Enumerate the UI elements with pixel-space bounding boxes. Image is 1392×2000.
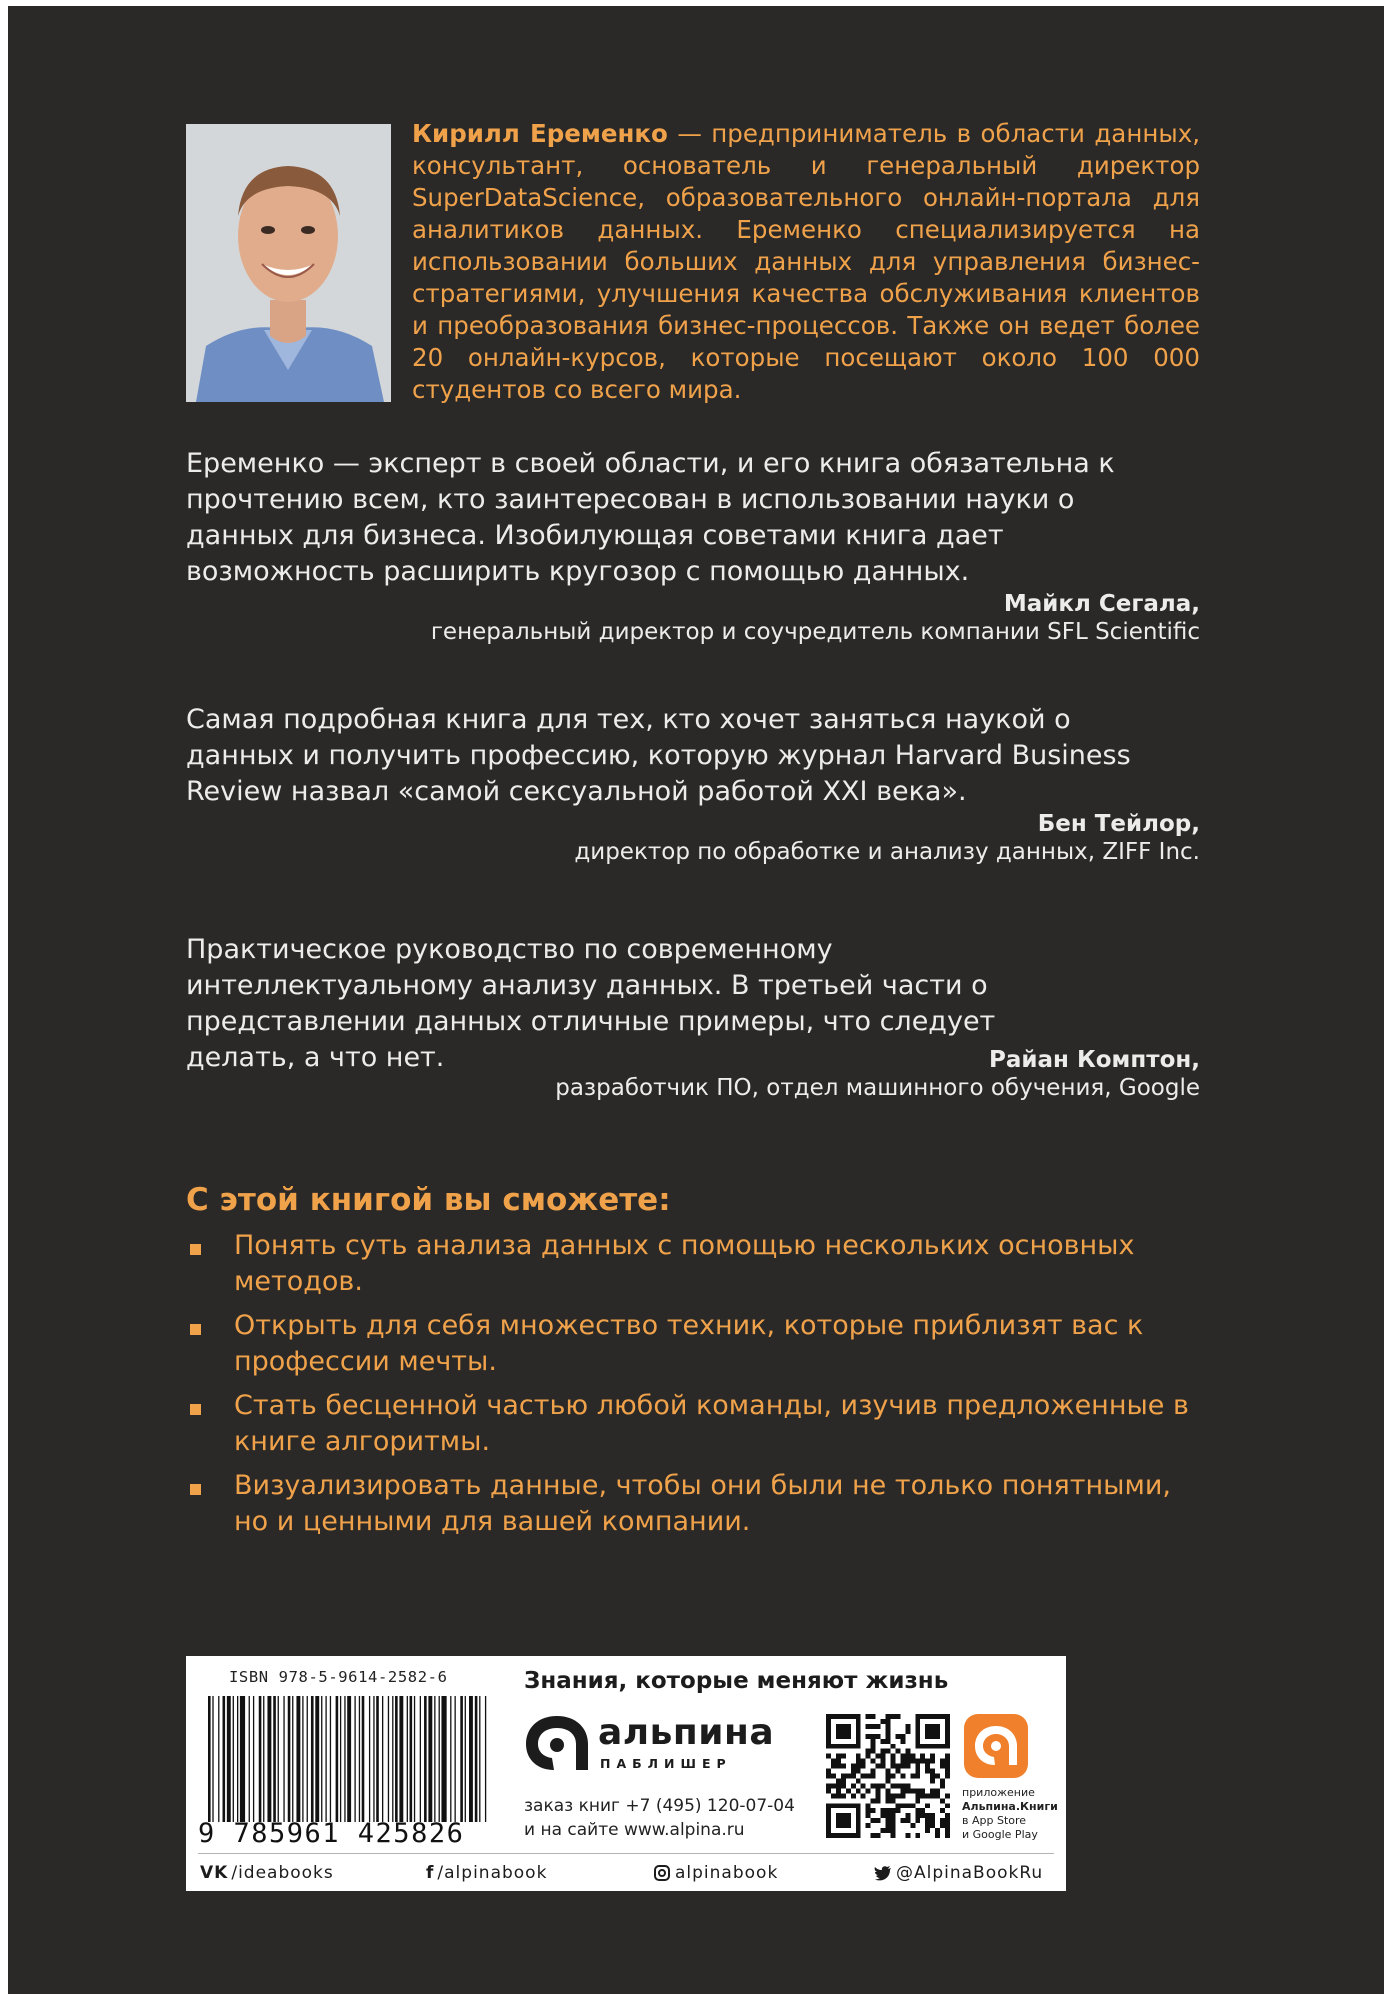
benefit-text: Открыть для себя множество техник, которые приблизят вас к профессии мечты. — [234, 1310, 1144, 1377]
benefits-heading: С этой книгой вы сможете: — [186, 1182, 671, 1218]
social-handle: @AlpinaBookRu — [896, 1863, 1044, 1883]
benefits-list — [186, 1228, 1200, 1548]
order-website: и на сайте www.alpina.ru — [524, 1820, 745, 1840]
publisher-info-box — [186, 1656, 1066, 1891]
social-handle: /ideabooks — [231, 1863, 334, 1883]
quote-text: Самая подробная книга для тех, кто хочет заняться наукой о данных и получить профессию, которую журнал Harvard Business Review назвал «самой сексуальной работой XXI века». — [186, 704, 1131, 807]
list-item — [186, 1308, 1200, 1380]
benefit-text: Понять суть анализа данных с помощью нескольких основных методов. — [234, 1230, 1135, 1297]
order-info — [524, 1794, 795, 1842]
app-text-line: в App Store — [962, 1814, 1027, 1827]
social-twitter — [874, 1863, 1043, 1883]
vk-icon: VK — [200, 1863, 229, 1883]
facebook-icon: f — [426, 1863, 435, 1883]
social-facebook — [426, 1863, 547, 1883]
social-instagram — [654, 1863, 778, 1883]
barcode-digits: 9 785961 425826 — [198, 1818, 465, 1849]
quote-author: Бен Тейлор, — [1037, 811, 1200, 837]
list-item — [186, 1388, 1200, 1460]
instagram-icon — [654, 1865, 670, 1881]
app-logo-icon — [964, 1714, 1028, 1778]
quote-author-role: директор по обработке и анализу данных, ZIFF Inc. — [574, 839, 1200, 865]
alpina-app-icon — [964, 1714, 1028, 1778]
list-item — [186, 1228, 1200, 1300]
app-text-line: и Google Play — [962, 1828, 1038, 1841]
review-quote — [186, 932, 1200, 1102]
benefit-text: Визуализировать данные, чтобы они были не только понятными, но и ценными для вашей компании. — [234, 1470, 1171, 1537]
publisher-name: альпина — [598, 1712, 775, 1753]
quote-text: Еременко — эксперт в своей области, и его книга обязательна к прочтению всем, кто заинтересован в использовании науки о данных для бизнеса. Изобилующая советами книга дает возможность расширить кругозор с помощью данных. — [186, 448, 1115, 587]
social-vk — [200, 1863, 334, 1883]
author-photo — [186, 124, 391, 402]
app-name: Альпина.Книги — [962, 1800, 1058, 1813]
author-portrait-illustration — [186, 124, 391, 402]
author-bio-text: — предприниматель в области данных, консультант, основатель и генеральный директор SuperDataScience, образовательного онлайн-портала для аналитиков данных. Еременко специализируется на использовании больших данных для управления бизнес-стратегиями, улучшения качества обслуживания клиентов и преобразования бизнес-процессов. Также он ведет более 20 онлайн-курсов, которые посещают около 100 000 студентов со всего мира. — [412, 119, 1200, 404]
quote-text: Практическое руководство по современному интеллектуальному анализу данных. В третьей части о представлении данных отличные примеры, что следует делать, а что нет. — [186, 934, 996, 1073]
square-bullet-icon — [190, 1484, 201, 1495]
review-quote — [186, 446, 1200, 646]
list-item — [186, 1468, 1200, 1540]
author-bio — [412, 118, 1200, 406]
quote-author: Майкл Сегала, — [1003, 591, 1200, 617]
alpina-logo-icon — [524, 1714, 590, 1772]
publisher-subtitle: ПАБЛИШЕР — [600, 1756, 732, 1771]
square-bullet-icon — [190, 1244, 201, 1255]
social-handle: /alpinabook — [437, 1863, 548, 1883]
review-quote — [186, 702, 1200, 866]
isbn-number: ISBN 978-5-9614-2582-6 — [229, 1668, 448, 1686]
benefit-text: Стать бесценной частью любой команды, изучив предложенные в книге алгоритмы. — [234, 1390, 1189, 1457]
quote-author-role: генеральный директор и соучредитель компании SFL Scientific — [430, 619, 1200, 645]
quote-author: Райан Комптон, — [989, 1047, 1200, 1073]
social-handle: alpinabook — [675, 1863, 779, 1883]
square-bullet-icon — [190, 1324, 201, 1335]
publisher-slogan: Знания, которые меняют жизнь — [524, 1668, 949, 1694]
barcode-icon — [206, 1696, 488, 1822]
app-text-line: приложение — [962, 1786, 1035, 1799]
square-bullet-icon — [190, 1404, 201, 1415]
quote-author-role: разработчик ПО, отдел машинного обучения, Google — [555, 1075, 1200, 1101]
book-back-cover — [8, 6, 1384, 1994]
divider — [198, 1853, 1054, 1854]
author-name: Кирилл Еременко — [412, 119, 668, 148]
qr-code-icon — [826, 1714, 950, 1838]
order-phone: заказ книг +7 (495) 120-07-04 — [524, 1796, 795, 1816]
app-store-info — [962, 1786, 1058, 1842]
twitter-icon — [874, 1866, 892, 1881]
